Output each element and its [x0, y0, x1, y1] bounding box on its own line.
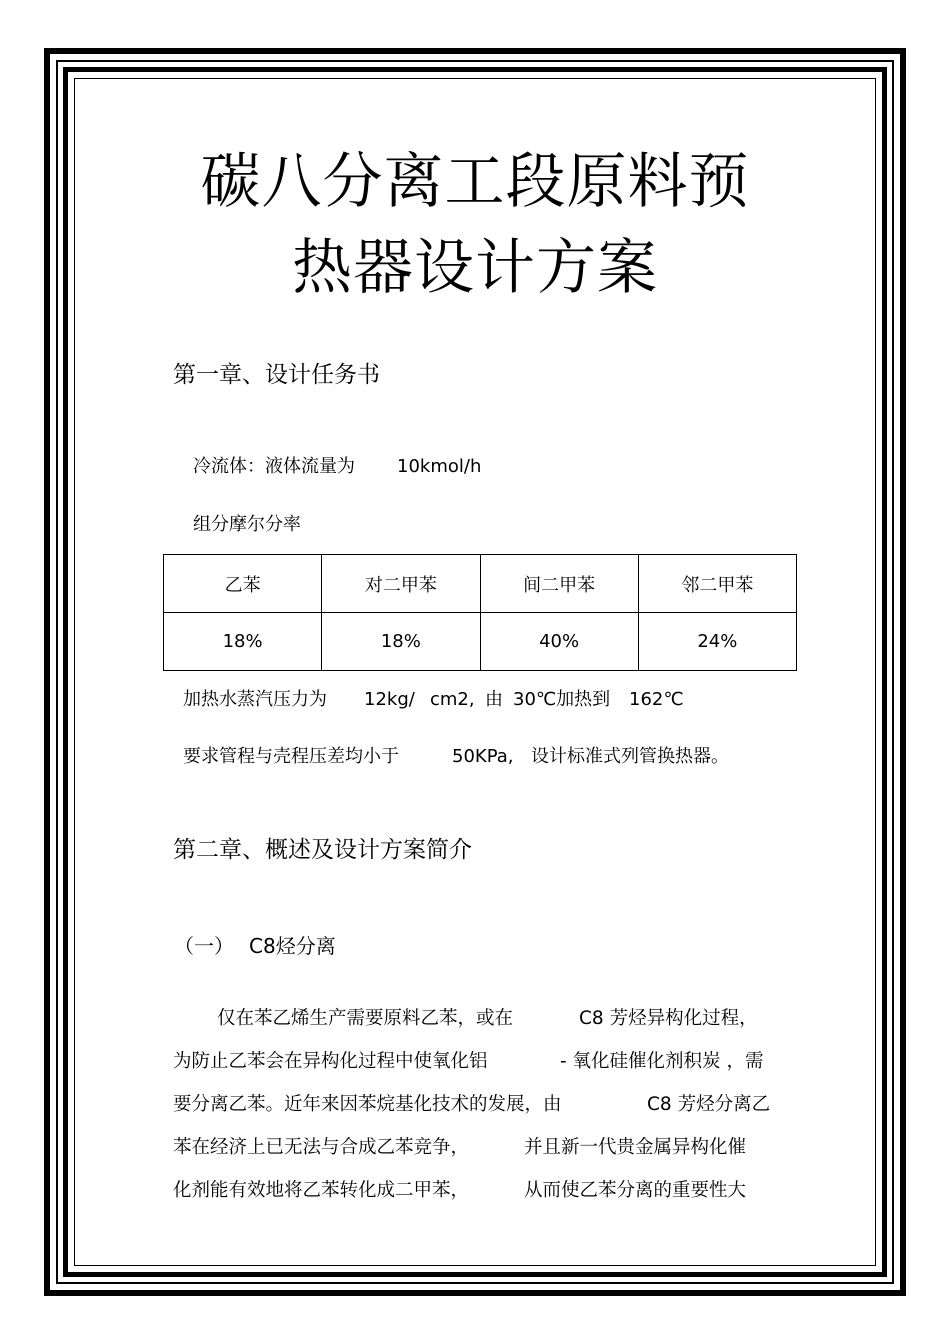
- paragraph-line-3a: 要分离乙苯。近年来因苯烷基化技术的发展，由: [173, 1094, 562, 1115]
- paragraph-line-4a: 苯在经济上已无法与合成乙苯竞争，: [173, 1137, 470, 1158]
- section-title: C8烃分离: [249, 934, 336, 958]
- table-cell: 24%: [638, 613, 796, 671]
- heating-from-label: 由: [485, 689, 503, 710]
- paragraph-line-4b: 并且新一代贵金属异构化催: [524, 1137, 747, 1158]
- table-header-cell: 对二甲苯: [322, 555, 480, 613]
- pressure-drop-requirement: 要求管程与壳程压差均小于: [183, 746, 399, 767]
- table-cell: 18%: [164, 613, 322, 671]
- outlet-temperature: 162℃: [629, 689, 684, 710]
- composition-table: [163, 554, 797, 671]
- paragraph-line-2a: 为防止乙苯会在异构化过程中使氧化铝: [173, 1051, 488, 1072]
- steam-pressure-unit: cm2,: [430, 689, 475, 710]
- document-title-line-2: 热器设计方案: [292, 233, 658, 303]
- table-cell: 40%: [480, 613, 638, 671]
- paragraph-line-5b: 从而使乙苯分离的重要性大: [524, 1180, 747, 1201]
- table-header-cell: 间二甲苯: [480, 555, 638, 613]
- inlet-temperature: 30℃加热到: [513, 689, 611, 710]
- design-requirement-text: 设计标准式列管换热器。: [531, 746, 729, 767]
- table-row: [164, 613, 797, 671]
- chapter-2-heading: 第二章、概述及设计方案简介: [173, 837, 472, 863]
- cold-fluid-label: 冷流体：液体流量为: [193, 456, 355, 477]
- table-header-row: [164, 555, 797, 613]
- table-header-cell: 乙苯: [164, 555, 322, 613]
- paragraph-line-5a: 化剂能有效地将乙苯转化成二甲苯，: [173, 1180, 470, 1201]
- table-cell: 18%: [322, 613, 480, 671]
- paragraph-line-3b: C8 芳烃分离乙: [647, 1094, 771, 1115]
- paragraph-line-1a: 仅在苯乙烯生产需要原料乙苯，或在: [217, 1008, 514, 1029]
- flow-rate-value: 10kmol/h: [397, 456, 482, 477]
- pressure-drop-value: 50KPa,: [452, 746, 514, 767]
- paragraph-line-2b: - 氧化硅催化剂积炭 ，需: [560, 1051, 764, 1072]
- steam-pressure-value: 12kg/: [364, 689, 415, 710]
- table-header-cell: 邻二甲苯: [638, 555, 796, 613]
- chapter-1-heading: 第一章、设计任务书: [173, 362, 380, 388]
- document-title-line-1: 碳八分离工段原料预: [200, 147, 750, 217]
- section-number: （一）: [174, 934, 234, 958]
- heating-steam-label: 加热水蒸汽压力为: [183, 689, 327, 710]
- paragraph-line-1b: C8 芳烃异构化过程，: [579, 1008, 758, 1029]
- composition-label: 组分摩尔分率: [193, 514, 301, 535]
